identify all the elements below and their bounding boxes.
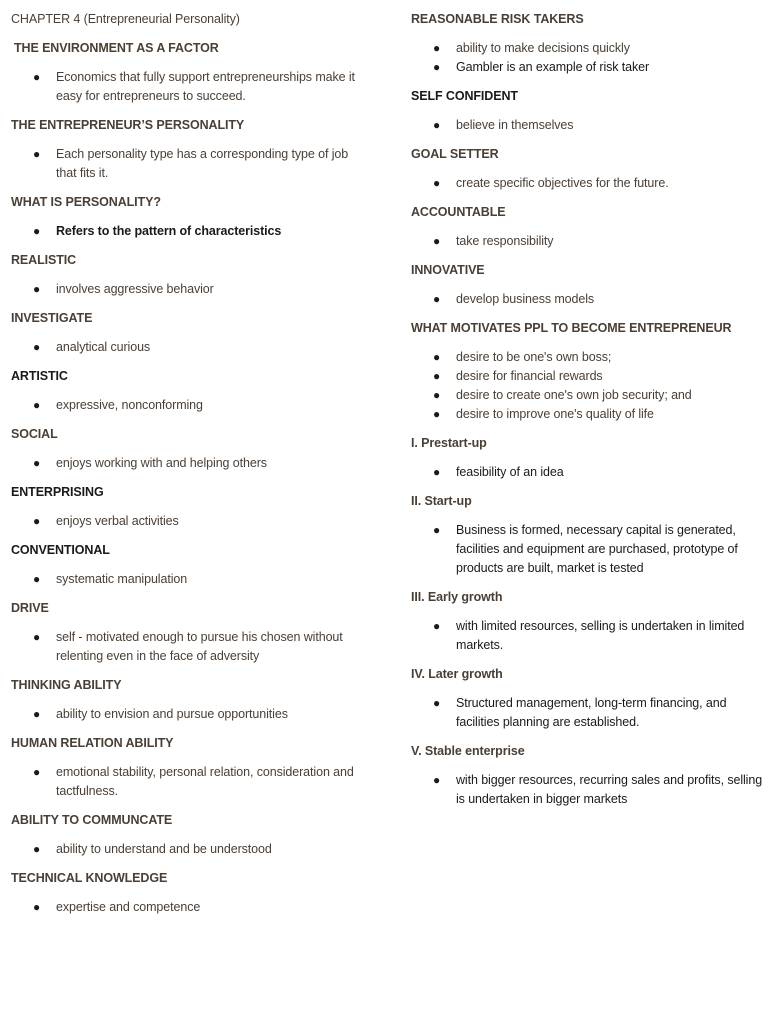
- bullet-icon: ●: [33, 707, 41, 721]
- bullet-icon: ●: [433, 388, 441, 402]
- bullet-icon: ●: [33, 765, 41, 779]
- list-item: ● expressive, nonconforming: [11, 396, 371, 415]
- list-risk-takers: [411, 39, 763, 77]
- list-item: ● develop business models: [411, 290, 763, 309]
- list-item: ● Gambler is an example of risk taker: [411, 58, 763, 77]
- list-item: ● with limited resources, selling is undertaken in limited markets.: [433, 619, 745, 652]
- left-column: [11, 10, 371, 927]
- list-item: ● enjoys working with and helping others: [11, 454, 371, 473]
- heading-innovative: INNOVATIVE: [411, 263, 485, 277]
- list-item: ● ability to understand and be understood: [11, 840, 371, 859]
- bullet-icon: ●: [433, 118, 441, 132]
- list-item: ● ability to envision and pursue opportunities: [11, 705, 371, 724]
- bullet-icon: ●: [33, 630, 41, 644]
- list-item: ● take responsibility: [411, 232, 763, 251]
- heading-thinking-ability: THINKING ABILITY: [11, 678, 122, 692]
- heading-investigate: INVESTIGATE: [11, 311, 93, 325]
- list-human-relation: [11, 763, 371, 801]
- heading-accountable: ACCOUNTABLE: [411, 205, 506, 219]
- list-item: ● self - motivated enough to pursue his chosen without relenting even in the face of adversity: [33, 630, 343, 663]
- list-item: ● expertise and competence: [11, 898, 371, 917]
- heading-realistic: REALISTIC: [11, 253, 77, 267]
- list-artistic: [11, 396, 371, 415]
- heading-environment: THE ENVIRONMENT AS A FACTOR: [14, 41, 219, 55]
- list-item: ● systematic manipulation: [11, 570, 371, 589]
- bullet-icon: ●: [33, 70, 41, 84]
- heading-enterprising: ENTERPRISING: [11, 485, 104, 499]
- heading-stable-enterprise: V. Stable enterprise: [411, 744, 525, 758]
- list-item: ● Each personality type has a corresponding type of job that fits it.: [33, 147, 349, 180]
- list-communicate: [11, 840, 371, 859]
- list-accountable: [411, 232, 763, 251]
- list-self-confident: [411, 116, 763, 135]
- bullet-icon: ●: [433, 619, 441, 633]
- heading-prestart-up: I. Prestart-up: [411, 436, 487, 450]
- bullet-icon: ●: [433, 292, 441, 306]
- list-what-is-personality: [11, 222, 371, 241]
- heading-goal-setter: GOAL SETTER: [411, 147, 499, 161]
- list-item: ● Business is formed, necessary capital is generated, facilities and equipment are purchased, prototype of products are built, market is tested: [433, 523, 738, 575]
- list-investigate: [11, 338, 371, 357]
- list-early-growth: [411, 617, 763, 655]
- list-realistic: [11, 280, 371, 299]
- list-item: ● with bigger resources, recurring sales and profits, selling is undertaken in bigger markets: [433, 773, 763, 806]
- list-item: ● emotional stability, personal relation, consideration and tactfulness.: [33, 765, 354, 798]
- list-motivates: [411, 348, 763, 424]
- list-item: ● ability to make decisions quickly: [411, 39, 763, 58]
- heading-artistic: ARTISTIC: [11, 369, 68, 383]
- heading-later-growth: IV. Later growth: [411, 667, 503, 681]
- list-technical-knowledge: [11, 898, 371, 917]
- bullet-icon: ●: [33, 900, 41, 914]
- heading-conventional: CONVENTIONAL: [11, 543, 110, 557]
- list-goal-setter: [411, 174, 763, 193]
- bullet-icon: ●: [33, 842, 41, 856]
- bullet-icon: ●: [433, 696, 441, 710]
- bullet-icon: ●: [33, 572, 41, 586]
- heading-drive: DRIVE: [11, 601, 49, 615]
- bullet-icon: ●: [33, 340, 41, 354]
- list-item: ● involves aggressive behavior: [11, 280, 371, 299]
- list-later-growth: [411, 694, 763, 732]
- list-item: ● desire to create one's own job security; and: [411, 386, 763, 405]
- bullet-icon: ●: [33, 147, 41, 161]
- heading-communicate: ABILITY TO COMMUNCATE: [11, 813, 173, 827]
- list-item: ● Structured management, long-term financing, and facilities planning are established.: [433, 696, 727, 729]
- heading-early-growth: III. Early growth: [411, 590, 503, 604]
- heading-what-is-personality: WHAT IS PERSONALITY?: [11, 195, 161, 209]
- list-start-up: [411, 521, 763, 578]
- bullet-icon: ●: [433, 234, 441, 248]
- bullet-icon: ●: [433, 465, 441, 479]
- bullet-icon: ●: [433, 773, 441, 787]
- list-drive: [11, 628, 371, 666]
- heading-self-confident: SELF CONFIDENT: [411, 89, 518, 103]
- bullet-icon: ●: [433, 60, 441, 74]
- bullet-icon: ●: [33, 224, 41, 238]
- list-stable-enterprise: [411, 771, 763, 809]
- list-environment: [11, 68, 371, 106]
- bullet-icon: ●: [33, 514, 41, 528]
- heading-technical-knowledge: TECHNICAL KNOWLEDGE: [11, 871, 168, 885]
- heading-start-up: II. Start-up: [411, 494, 472, 508]
- heading-motivates: WHAT MOTIVATES PPL TO BECOME ENTREPRENEUR: [411, 321, 732, 335]
- heading-risk-takers: REASONABLE RISK TAKERS: [411, 12, 584, 26]
- bullet-icon: ●: [33, 282, 41, 296]
- list-entrepreneur-personality: [11, 145, 371, 183]
- list-item: ● create specific objectives for the future.: [411, 174, 763, 193]
- list-prestart-up: [411, 463, 763, 482]
- bullet-icon: ●: [33, 398, 41, 412]
- list-item: ● desire to improve one's quality of life: [411, 405, 763, 424]
- list-item: ● enjoys verbal activities: [11, 512, 371, 531]
- heading-human-relation: HUMAN RELATION ABILITY: [11, 736, 174, 750]
- heading-entrepreneur-personality: THE ENTREPRENEUR’S PERSONALITY: [11, 118, 245, 132]
- list-item: ● desire to be one's own boss;: [411, 348, 763, 367]
- list-item: ● believe in themselves: [411, 116, 763, 135]
- chapter-title: CHAPTER 4 (Entrepreneurial Personality): [11, 12, 240, 26]
- bullet-icon: ●: [433, 407, 441, 421]
- list-thinking-ability: [11, 705, 371, 724]
- list-social: [11, 454, 371, 473]
- list-item: ● Refers to the pattern of characteristics: [11, 222, 371, 241]
- bullet-icon: ●: [33, 456, 41, 470]
- bullet-icon: ●: [433, 350, 441, 364]
- list-item: ● Economics that fully support entrepreneurships make it easy for entrepreneurs to succeed.: [33, 70, 355, 103]
- heading-social: SOCIAL: [11, 427, 58, 441]
- bullet-icon: ●: [433, 369, 441, 383]
- list-item: ● desire for financial rewards: [411, 367, 763, 386]
- bullet-icon: ●: [433, 176, 441, 190]
- bullet-icon: ●: [433, 523, 441, 537]
- list-innovative: [411, 290, 763, 309]
- list-item: ● feasibility of an idea: [411, 463, 763, 482]
- list-enterprising: [11, 512, 371, 531]
- bullet-icon: ●: [433, 41, 441, 55]
- right-column: [411, 10, 763, 819]
- list-item: ● analytical curious: [11, 338, 371, 357]
- list-conventional: [11, 570, 371, 589]
